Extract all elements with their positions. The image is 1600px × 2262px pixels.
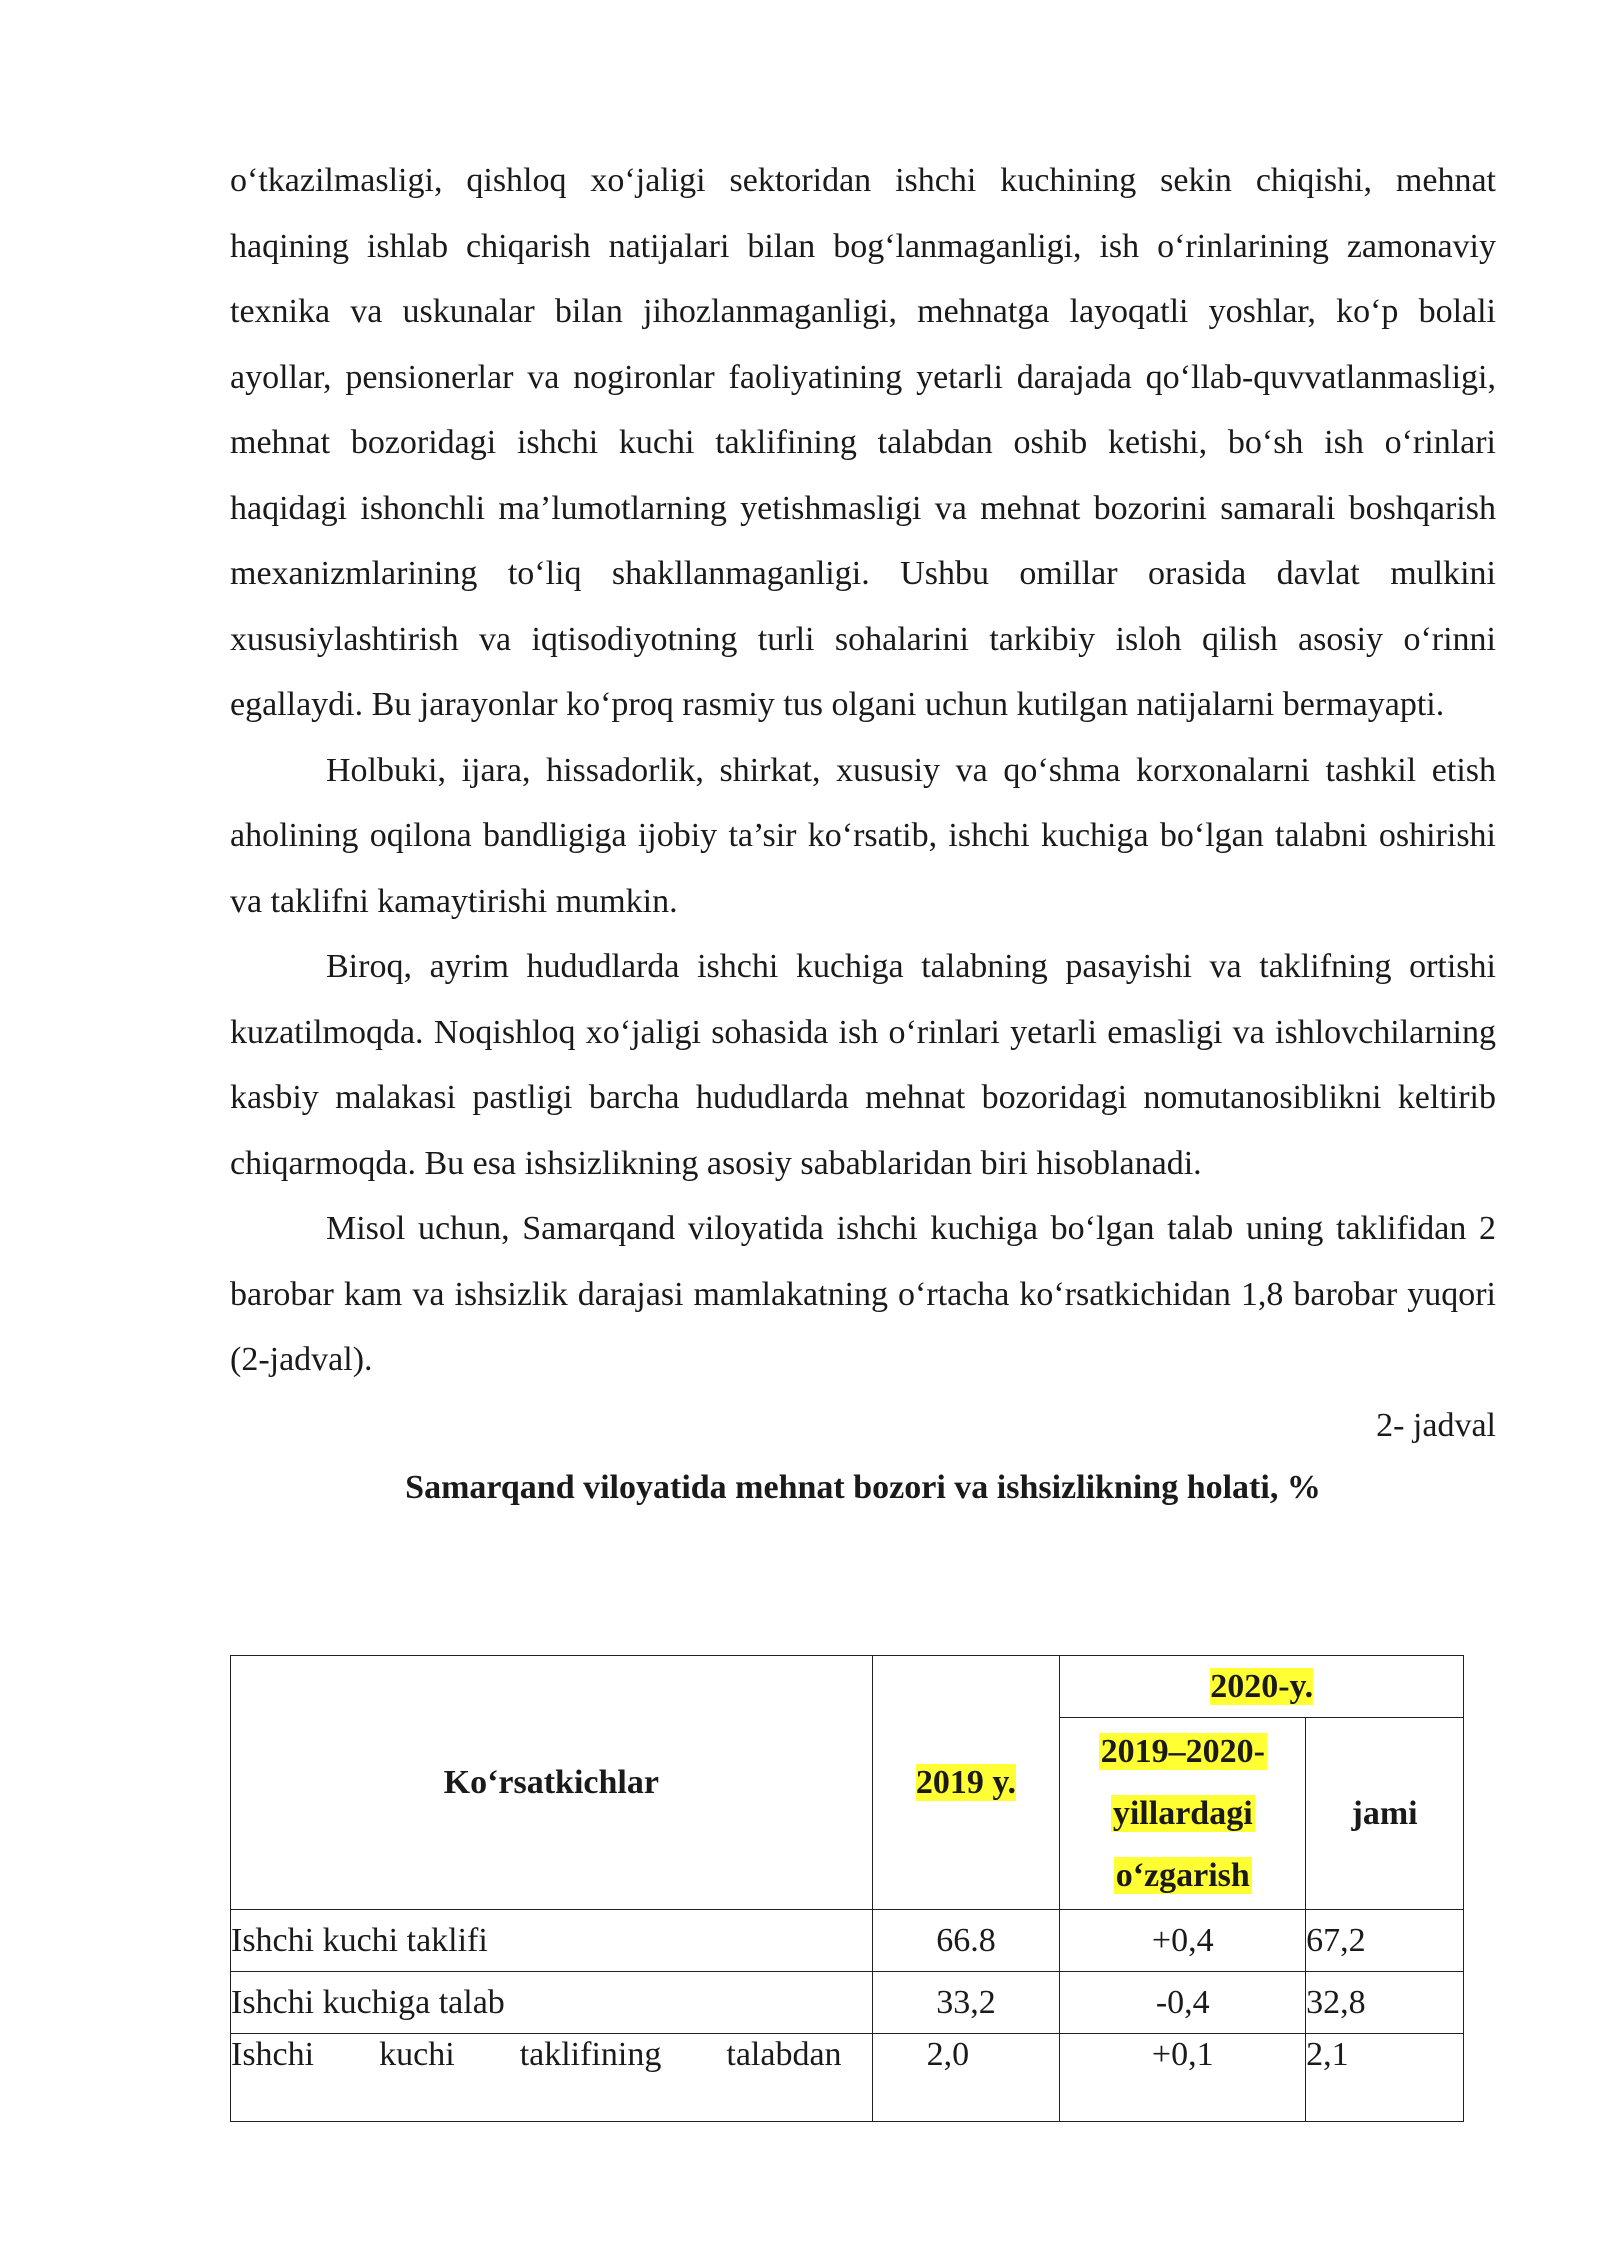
table-row: [231, 1910, 1464, 1972]
header-change-line3: o‘zgarish: [1115, 1856, 1250, 1894]
header-indicators: [231, 1656, 873, 1910]
table-title: Samarqand viloyatida mehnat bozori va ishsizlikning holati, %: [405, 1468, 1321, 1506]
row-label-word: kuchi: [379, 2036, 455, 2073]
paragraph-1: o‘tkazilmasligi, qishloq xo‘jaligi sektoridan ishchi kuchining sekin chiqishi, mehnat haqining ishlab chiqarish natijalari bilan bog‘lanmaganligi, ish o‘rinlarining zamonaviy texnika va uskunalar bilan jihozlanmaganligi, mehnatga layoqatli yoshlar, ko‘p bolali ayollar, pensionerlar va nogironlar faoliyatining yetarli darajada qo‘llab-quvvatlanmasligi, mehnat bozoridagi ishchi kuchi taklifining talabdan oshib ketishi, bo‘sh ish o‘rinlari haqidagi ishonchli ma’lumotlarning yetishmasligi va mehnat bozorini samarali boshqarish mexanizmlarining to‘liq shakllanmaganligi. Ushbu omillar orasida davlat mulkini xususiylashtirish va iqtisodiyotning turli sohalarini tarkibiy isloh qilish asosiy o‘rinni egallaydi. Bu jarayonlar ko‘proq rasmiy tus olgani uchun kutilgan natijalarni bermayapti.: [230, 162, 1496, 723]
paragraph-4: Misol uchun, Samarqand viloyatida ishchi kuchiga bo‘lgan talab uning taklifidan 2 barobar kam va ishsizlik darajasi mamlakatning o‘rtacha ko‘rsatkichidan 1,8 barobar yuqori (2-jadval).: [230, 1210, 1496, 1378]
cell-total: 2,1: [1306, 2034, 1464, 2122]
row-label-word: talabdan: [726, 2036, 842, 2073]
row-label: Ishchi kuchi taklifi: [231, 1910, 873, 1972]
header-2020-label: 2020-y.: [1210, 1667, 1314, 1705]
header-2020: [1060, 1656, 1464, 1718]
header-2019: [872, 1656, 1060, 1910]
table-row: [231, 2034, 1464, 2122]
cell-change: -0,4: [1060, 1972, 1306, 2034]
row-label-word: Ishchi: [231, 2036, 315, 2073]
cell-change: +0,4: [1060, 1910, 1306, 1972]
cell-total: 67,2: [1306, 1910, 1464, 1972]
header-change-line2: yillardagi: [1112, 1794, 1253, 1832]
cell-change: +0,1: [1060, 2034, 1306, 2122]
row-label-word: taklifining: [519, 2036, 662, 2073]
cell-2019: 66.8: [872, 1910, 1060, 1972]
data-table: [230, 1655, 1464, 2122]
cell-total: 32,8: [1306, 1972, 1464, 2034]
cell-2019: 2,0: [872, 2034, 1060, 2122]
header-indicators-label: Ko‘rsatkichlar: [443, 1763, 659, 1801]
cell-2019: 33,2: [872, 1972, 1060, 2034]
header-total: [1306, 1718, 1464, 1910]
paragraph-2: Holbuki, ijara, hissadorlik, shirkat, xususiy va qo‘shma korxonalarni tashkil etish aholining oqilona bandligiga ijobiy ta’sir ko‘rsatib, ishchi kuchiga bo‘lgan talabni oshirishi va taklifni kamaytirishi mumkin.: [230, 751, 1496, 920]
header-change-line1: 2019–2020-: [1100, 1732, 1265, 1770]
header-total-label: jami: [1351, 1794, 1418, 1832]
table-row: [231, 1972, 1464, 2034]
row-label: Ishchi kuchiga talab: [231, 1972, 873, 2034]
row-label: [231, 2034, 873, 2122]
header-2019-label: 2019 y.: [915, 1763, 1017, 1801]
table-number: 2- jadval: [1376, 1406, 1496, 1444]
paragraph-3: Biroq, ayrim hududlarda ishchi kuchiga talabning pasayishi va taklifning ortishi kuzatilmoqda. Noqishloq xo‘jaligi sohasida ish o‘rinlari yetarli emasligi va ishlovchilarning kasbiy malakasi pastligi barcha hududlarda mehnat bozoridagi nomutanosiblikni keltirib chiqarmoqda. Bu esa ishsizlikning asosiy sabablaridan biri hisoblanadi.: [230, 948, 1496, 1182]
document-page: [230, 148, 1496, 1518]
header-change: [1060, 1718, 1306, 1910]
